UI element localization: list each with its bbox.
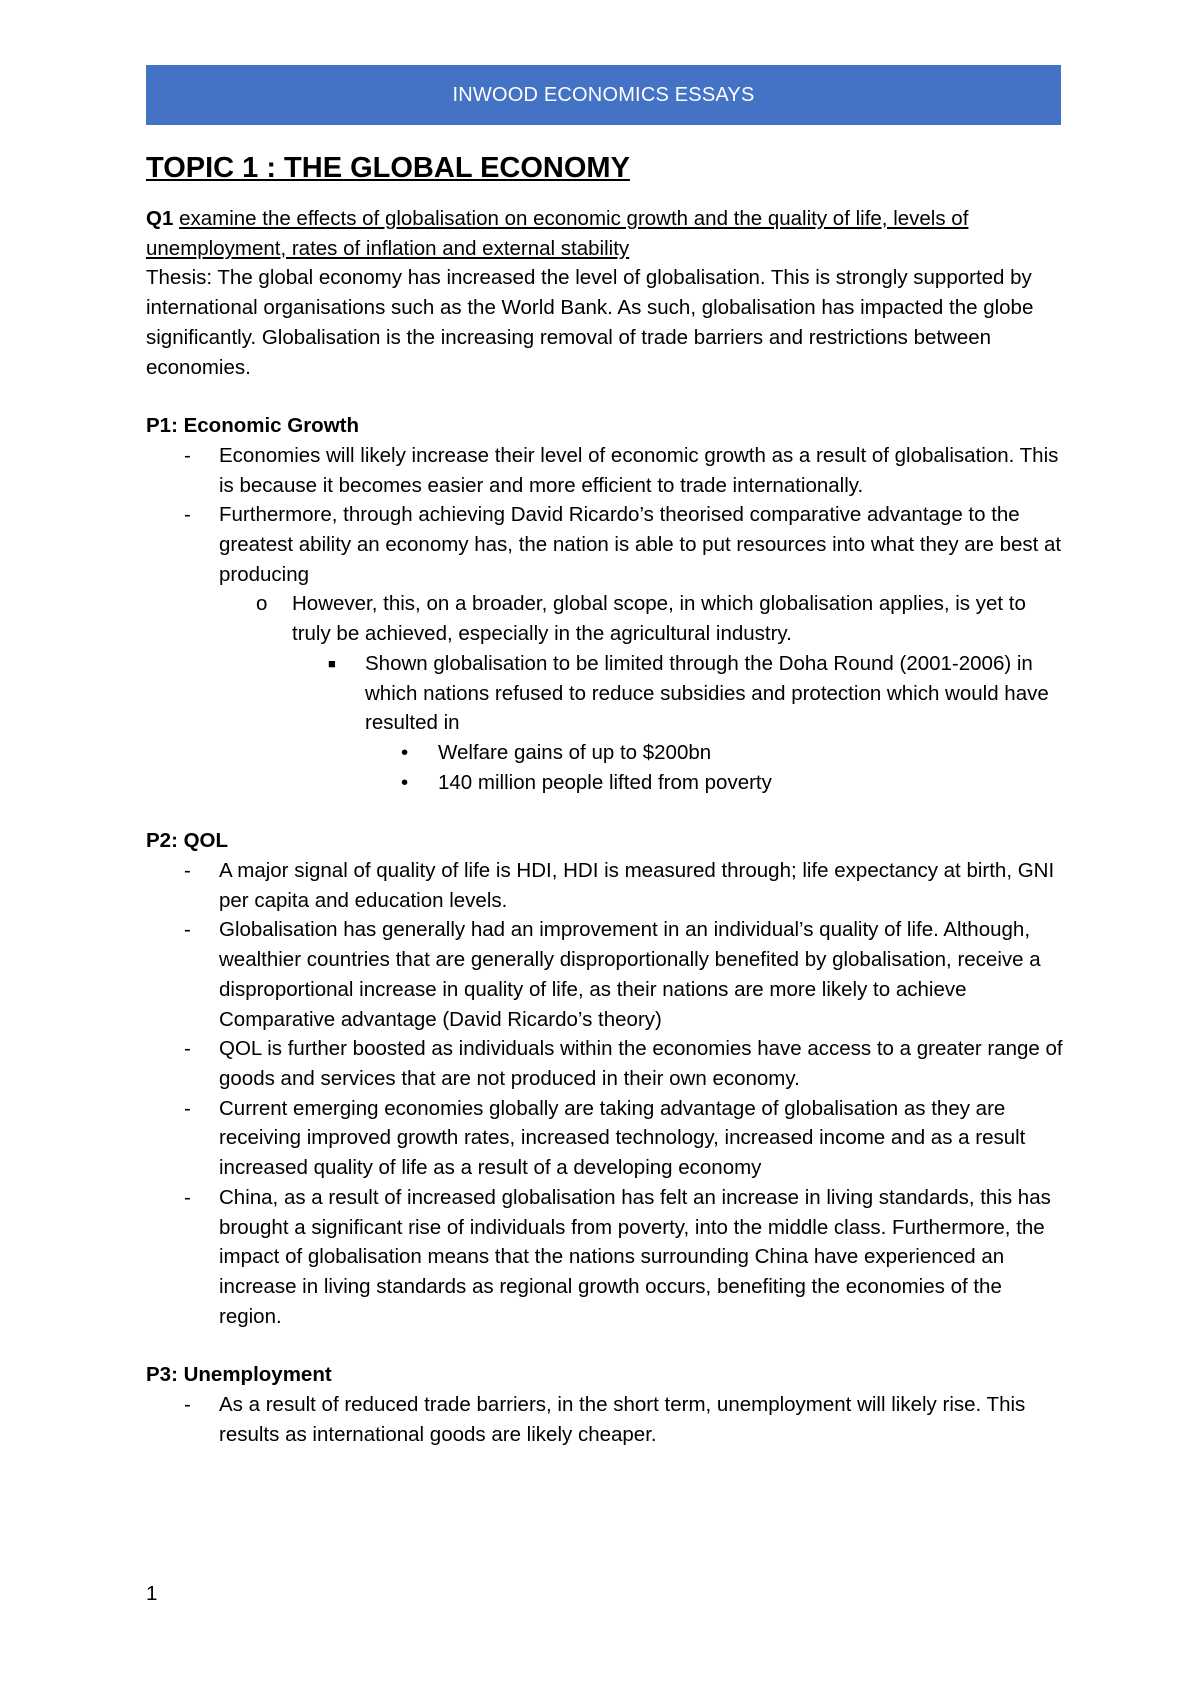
list-item-text: Current emerging economies globally are taking advantage of globalisation as they are receiving improved growth rates, increased technology, increased income and as a result increased quality of life as a result of a developing economy: [219, 1096, 1026, 1180]
list-item-text: A major signal of quality of life is HDI, HDI is measured through; life expectancy at birth, GNI per capita and education levels.: [219, 859, 1055, 912]
list-item: [146, 1390, 1066, 1449]
bullet-marker: -: [184, 859, 191, 883]
list-item-text: Furthermore, through achieving David Ricardo’s theorised comparative advantage to the greatest ability an economy has, the nation is able to put resources into what they are best at producing: [219, 503, 1062, 586]
list-item: [146, 441, 1066, 500]
list-item-text: Welfare gains of up to $200bn: [438, 740, 712, 764]
list-item-text: QOL is further boosted as individuals within the economies have access to a greater range of goods and services that are not produced in their own economy.: [219, 1037, 1063, 1090]
list-item-text: However, this, on a broader, global scope, in which globalisation applies, is yet to truly be achieved, especially in the agricultural industry.: [292, 592, 1026, 646]
header-title: INWOOD ECONOMICS ESSAYS: [452, 83, 755, 106]
bullet-marker: -: [184, 1096, 191, 1120]
document-body: [146, 150, 1066, 1449]
section-heading: P1: Economic Growth: [146, 414, 359, 438]
list-item: [146, 856, 1066, 915]
list-item-text: Globalisation has generally had an improvement in an individual’s quality of life. Although, wealthier countries that are generally disproportionally benefited by globalisation, receive a disproportional increase in quality of life, as their nations are more likely to achieve Comparative advantage (David Ricardo’s theory): [219, 918, 1041, 1031]
bullet-marker: -: [184, 918, 191, 942]
essay-sections: [146, 411, 1066, 1449]
list-item: [146, 915, 1066, 1034]
bullet-marker: •: [401, 770, 409, 794]
section-heading: P2: QOL: [146, 829, 229, 853]
bullet-marker: -: [184, 1037, 191, 1061]
list-item: [146, 1034, 1066, 1093]
list-item: [146, 1094, 1066, 1183]
list-item: [146, 649, 1066, 738]
bullet-marker: -: [184, 1185, 191, 1209]
bullet-marker: -: [184, 443, 191, 467]
list-item: [146, 768, 1066, 798]
list-item: [146, 500, 1066, 589]
list-item-text: Economies will likely increase their level of economic growth as a result of globalisation. This is because it becomes easier and more efficient to trade internationally.: [219, 443, 1059, 497]
page-number: 1: [146, 1582, 158, 1605]
question-number: Q1: [146, 207, 174, 230]
bullet-marker: -: [184, 503, 191, 527]
section-heading: P3: Unemployment: [146, 1363, 332, 1387]
list-item-text: Shown globalisation to be limited through the Doha Round (2001-2006) in which nations refused to reduce subsidies and protection which would have resulted in: [365, 651, 1049, 735]
list-item: [146, 589, 1066, 648]
list-item-text: 140 million people lifted from poverty: [438, 770, 772, 794]
question-text: examine the effects of globalisation on economic growth and the quality of life, levels of unemployment, rates of inflation and external stability: [146, 207, 969, 260]
bullet-marker: ■: [328, 655, 336, 671]
header-bar: [146, 65, 1061, 125]
bullet-marker: o: [256, 592, 268, 616]
list-item-text: China, as a result of increased globalisation has felt an increase in living standards, this has brought a significant rise of individuals from poverty, into the middle class. Furthermore, the impact of globalisation means that the nations surrounding China have experienced an increase in living standards as regional growth occurs, benefiting the economies of the region.: [219, 1185, 1051, 1328]
bullet-marker: •: [401, 740, 409, 764]
list-item: [146, 1183, 1066, 1332]
topic-title: TOPIC 1 : THE GLOBAL ECONOMY: [146, 152, 630, 184]
bullet-marker: -: [184, 1393, 191, 1417]
question: [146, 204, 1066, 263]
list-item: [146, 738, 1066, 768]
thesis-paragraph: Thesis: The global economy has increased the level of globalisation. This is strongly supported by international organisations such as the World Bank. As such, globalisation has impacted the globe significantly. Globalisation is the increasing removal of trade barriers and restrictions between economies.: [146, 266, 1034, 379]
list-item-text: As a result of reduced trade barriers, in the short term, unemployment will likely rise. This results as international goods are likely cheaper.: [219, 1393, 1026, 1446]
